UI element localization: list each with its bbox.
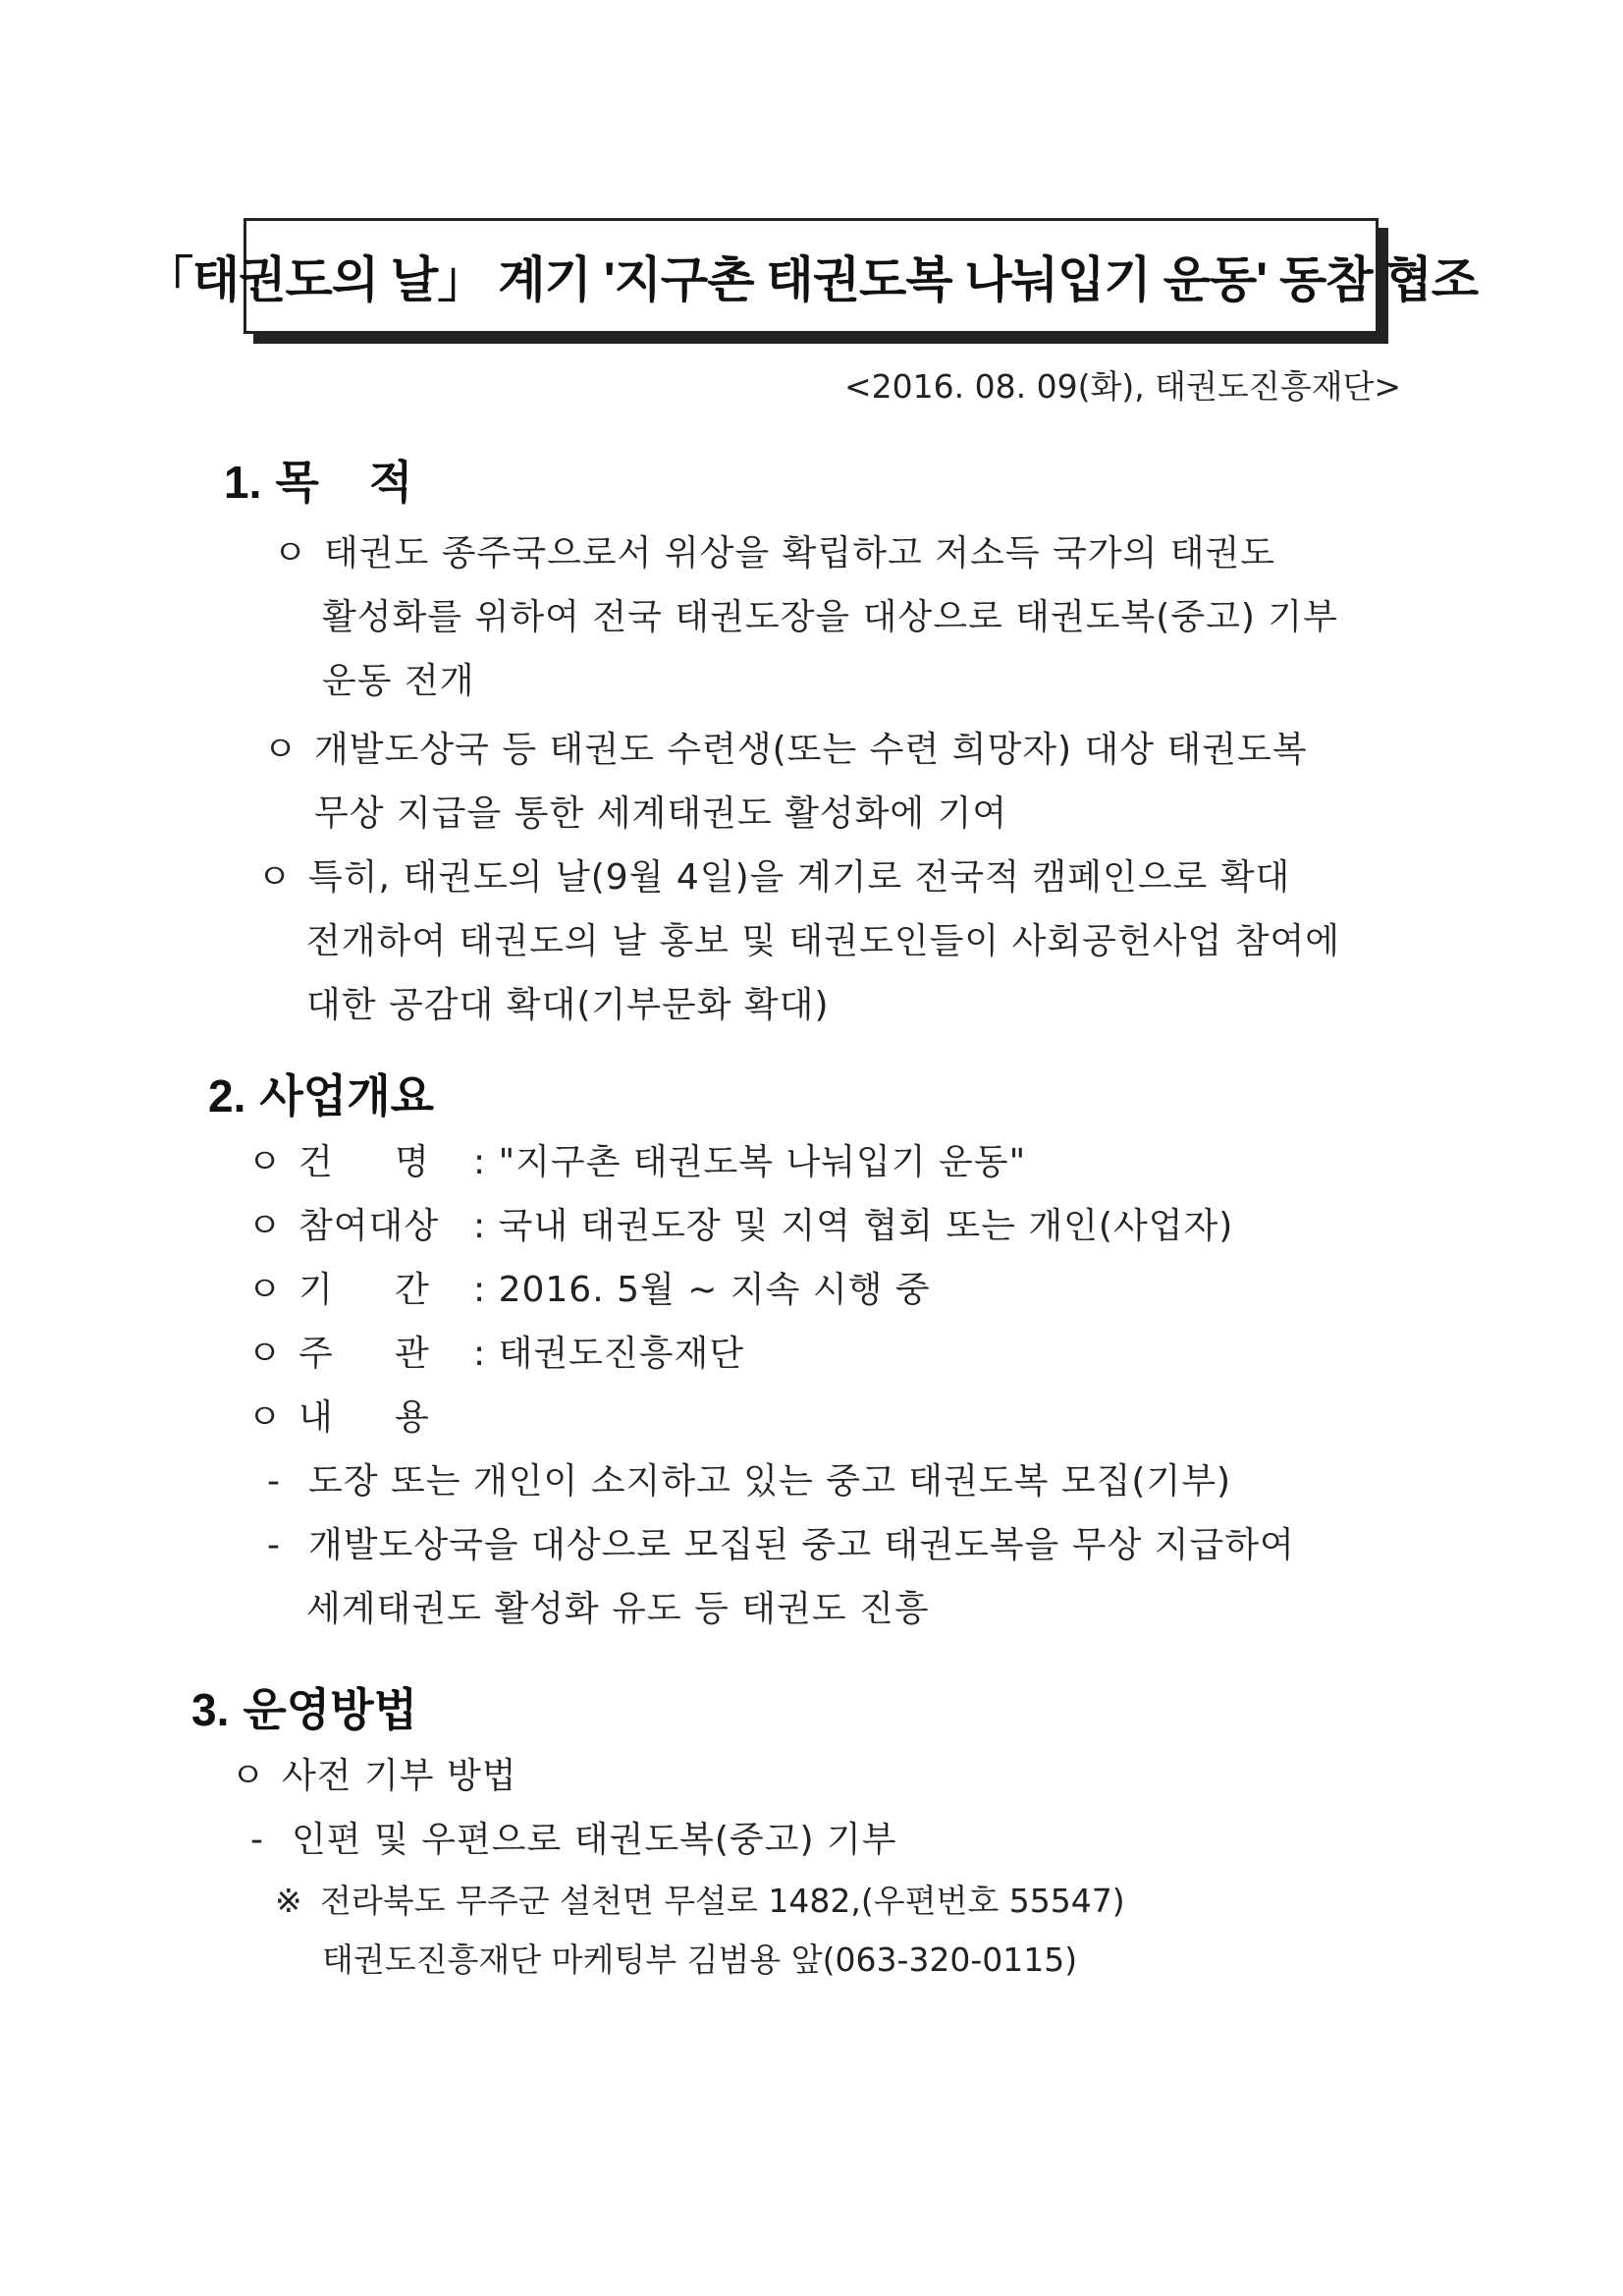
content-sub-line-1: - 도장 또는 개인이 소지하고 있는 중고 태권도복 모집(기부): [267, 1461, 1232, 1502]
section-1-line-5: 무상 지급을 통한 세계태권도 활성화에 기여: [314, 793, 1008, 834]
section-1-line-3: 운동 전개: [322, 661, 475, 701]
dash-bullet: -: [267, 1525, 281, 1565]
section-2-heading: [208, 1061, 434, 1125]
date-line: <2016. 08. 09(화), 태권도진흥재단>: [844, 367, 1401, 406]
circle-bullet: ㅇ: [273, 533, 308, 574]
overview-item-participants: ㅇ 참여대상 : 국내 태권도장 및 지역 협회 또는 개인(사업자): [247, 1198, 1233, 1248]
overview-item-name: ㅇ 건 명 : "지구촌 태권도복 나눠입기 운동": [247, 1134, 1026, 1184]
section-1-line-6: ㅇ 특히, 태권도의 날(9월 4일)을 계기로 전국적 캠페인으로 확대: [257, 849, 1290, 900]
method-line-1: ㅇ 사전 기부 방법: [231, 1748, 517, 1798]
section-1-line-2: 활성화를 위하여 전국 태권도장을 대상으로 태권도복(중고) 기부: [322, 597, 1338, 637]
document-title: 「태권도의 날」 계기 '지구촌 태권도복 나눠입기 운동' 동참 협조: [143, 252, 1479, 307]
circle-bullet: ㅇ: [247, 1142, 283, 1182]
content-sub-line-3: 세계태권도 활성화 유도 등 태권도 진흥: [306, 1589, 930, 1629]
method-line-2: - 인편 및 우편으로 태권도복(중고) 기부: [250, 1820, 897, 1860]
reference-mark: ※: [275, 1882, 302, 1920]
method-line-3: ※ 전라북도 무주군 설천면 무설로 1482,(우편번호 55547): [275, 1882, 1125, 1920]
section-2-title: 사업개요: [259, 1070, 435, 1121]
dash-bullet: -: [250, 1820, 264, 1860]
circle-bullet: ㅇ: [257, 857, 293, 898]
content-sub-line-2: - 개발도상국을 대상으로 모집된 중고 태권도복을 무상 지급하여: [267, 1525, 1295, 1565]
circle-bullet: ㅇ: [247, 1270, 283, 1310]
section-1-title: 목 적: [275, 457, 413, 508]
section-3-heading: [191, 1674, 417, 1739]
section-1-heading: [224, 447, 412, 512]
circle-bullet: ㅇ: [263, 730, 298, 770]
section-1-line-7: 전개하여 태권도의 날 홍보 및 태권도인들이 사회공헌사업 참여에: [306, 921, 1341, 961]
circle-bullet: ㅇ: [247, 1334, 283, 1374]
section-3-title: 운영방법: [243, 1684, 418, 1735]
method-line-4: 태권도진흥재단 마케팅부 김범용 앞(063-320-0115): [322, 1941, 1078, 1979]
overview-item-period: ㅇ 기 간 : 2016. 5월 ~ 지속 시행 중: [247, 1262, 931, 1312]
circle-bullet: ㅇ: [247, 1397, 283, 1438]
overview-item-content: ㅇ 내 용: [247, 1390, 430, 1440]
title-box: [143, 218, 1479, 334]
overview-item-organizer: ㅇ 주 관 : 태권도진흥재단: [247, 1326, 744, 1376]
dash-bullet: -: [267, 1461, 281, 1502]
section-1-line-4: ㅇ 개발도상국 등 태권도 수련생(또는 수련 희망자) 대상 태권도복: [263, 722, 1308, 772]
section-2-number: 2.: [208, 1070, 246, 1121]
section-1-line-8: 대한 공감대 확대(기부문화 확대): [306, 985, 830, 1025]
section-1-number: 1.: [224, 457, 262, 508]
circle-bullet: ㅇ: [247, 1206, 283, 1246]
section-1-line-1: ㅇ 태권도 종주국으로서 위상을 확립하고 저소득 국가의 태권도: [273, 525, 1275, 575]
circle-bullet: ㅇ: [231, 1756, 266, 1796]
section-3-number: 3.: [191, 1684, 230, 1735]
